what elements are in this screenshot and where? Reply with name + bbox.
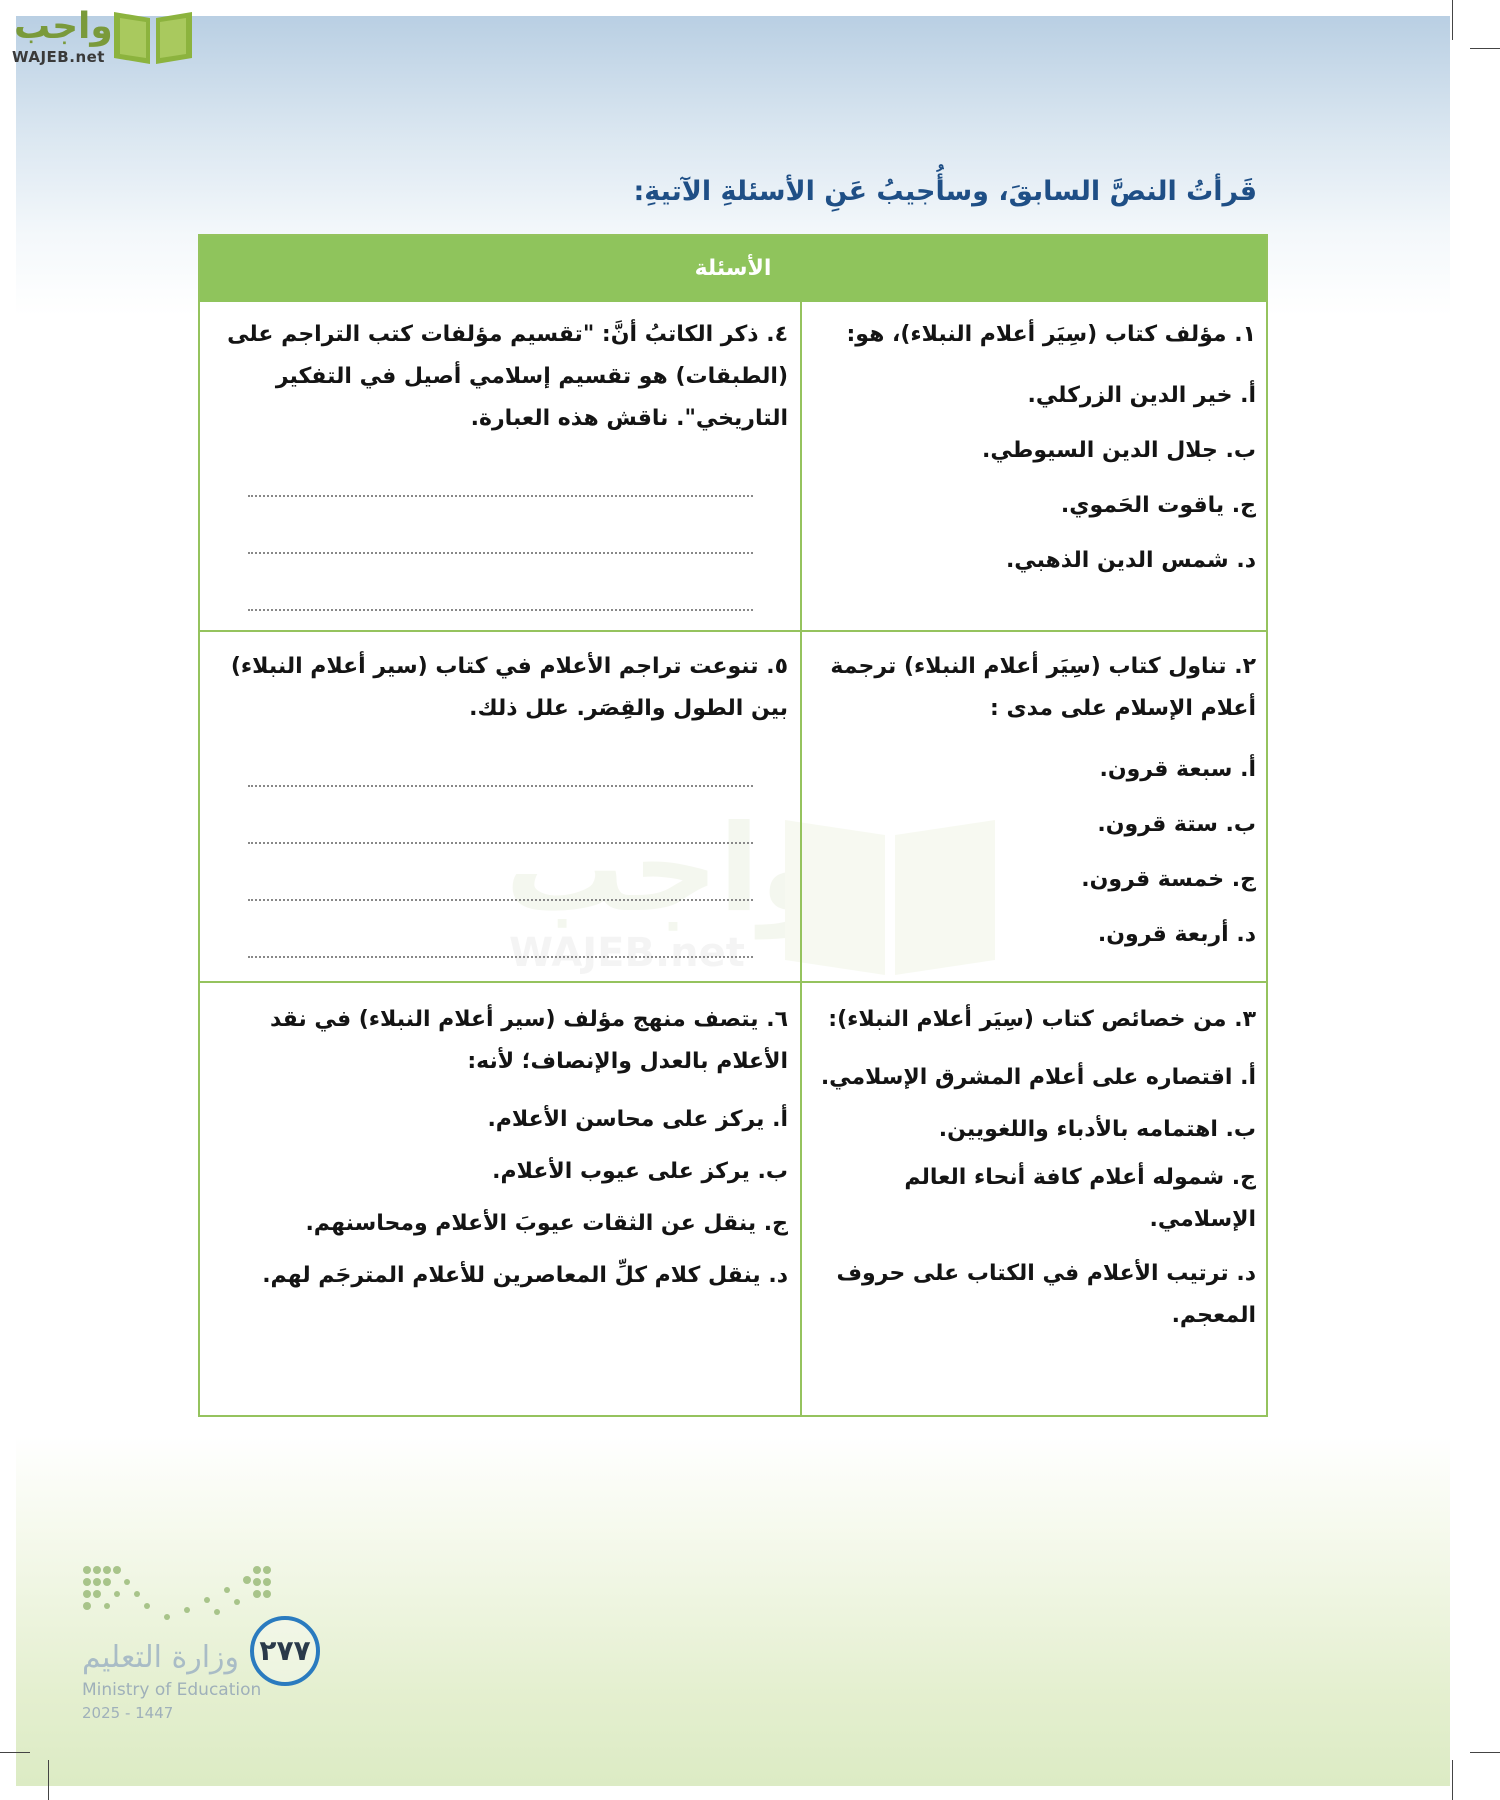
question-cell-1: [816, 314, 1256, 576]
crop-mark: [1452, 0, 1453, 40]
answer-option[interactable]: أ. اقتصاره على أعلام المشرق الإسلامي.: [820, 1065, 1256, 1090]
crop-mark: [1470, 48, 1500, 49]
answer-option[interactable]: أ. سبعة قرون.: [1099, 757, 1256, 782]
answer-option[interactable]: ج. ياقوت الحَموي.: [1060, 493, 1256, 518]
question-text: ٥. تنوعت تراجم الأعلام في كتاب (سير أعلام النبلاء) بين الطول والقِصَر. علل ذلك.: [230, 654, 788, 721]
book-icon: [110, 6, 196, 66]
question-text: ٢. تناول كتاب (سِيَر أعلام النبلاء) ترجمة أعلام الإسلام على مدى :: [830, 654, 1256, 721]
question-cell-2: [816, 646, 1256, 950]
crop-mark: [48, 1760, 49, 1800]
answer-option[interactable]: د. ترتيب الأعلام في الكتاب على حروف المعجم.: [836, 1261, 1256, 1328]
page-number: ٢٧٧: [250, 1616, 320, 1686]
row-divider: [200, 981, 1266, 983]
answer-option[interactable]: ج. خمسة قرون.: [1081, 867, 1256, 892]
answer-option[interactable]: د. ينقل كلام كلِّ المعاصرين للأعلام المترجَم لهم.: [262, 1263, 788, 1288]
question-text: ٣. من خصائص كتاب (سِيَر أعلام النبلاء):: [828, 1007, 1256, 1032]
crop-mark: [0, 1752, 30, 1753]
questions-table: [198, 234, 1268, 1417]
answer-option[interactable]: أ. يركز على محاسن الأعلام.: [487, 1107, 788, 1132]
question-cell-3: [816, 999, 1256, 1337]
ministry-name-english: Ministry of Education: [82, 1680, 262, 1700]
edition-year: 2025 - 1447: [82, 1704, 174, 1722]
answer-option[interactable]: أ. خير الدين الزركلي.: [1027, 383, 1256, 408]
crop-mark: [1452, 1760, 1453, 1800]
answer-option[interactable]: ب. اهتمامه بالأدباء واللغويين.: [938, 1117, 1256, 1142]
answer-line[interactable]: [248, 440, 753, 497]
ministry-name-arabic: وزارة التعليم: [82, 1640, 240, 1675]
question-text: ١. مؤلف كتاب (سِيَر أعلام النبلاء)، هو:: [846, 322, 1256, 347]
answer-line[interactable]: [248, 787, 753, 844]
wajeb-logo: [8, 4, 198, 68]
ministry-logo-dots: [82, 1565, 272, 1635]
column-divider: [800, 302, 802, 1417]
answer-line[interactable]: [248, 844, 753, 901]
instruction-heading: قَرأتُ النصَّ السابقَ، وسأُجيبُ عَنِ الأسئلةِ الآتيةِ:: [633, 176, 1257, 207]
answer-line[interactable]: [248, 497, 753, 554]
answer-line[interactable]: [248, 554, 753, 611]
answer-line[interactable]: [248, 901, 753, 958]
row-divider: [200, 630, 1266, 632]
table-header: الأسئلة: [200, 236, 1266, 302]
answer-option[interactable]: ب. ستة قرون.: [1097, 812, 1256, 837]
logo-arabic-text: واجب: [14, 6, 113, 47]
question-text: ٤. ذكر الكاتبُ أنَّ: "تقسيم مؤلفات كتب التراجم على (الطبقات) هو تقسيم إسلامي أصيل في التفكير التاريخي". ناقش هذه العبارة.: [227, 322, 788, 431]
answer-option[interactable]: ب. يركز على عيوب الأعلام.: [492, 1159, 788, 1184]
question-cell-5: [213, 646, 788, 958]
question-text: ٦. يتصف منهج مؤلف (سير أعلام النبلاء) في نقد الأعلام بالعدل والإنصاف؛ لأنه:: [269, 1007, 788, 1074]
answer-option[interactable]: د. شمس الدين الذهبي.: [1005, 548, 1256, 573]
answer-option[interactable]: ج. ينقل عن الثقات عيوبَ الأعلام ومحاسنهم.: [305, 1211, 788, 1236]
answer-line[interactable]: [248, 730, 753, 787]
question-cell-4: [213, 314, 788, 611]
answer-option[interactable]: ج. شموله أعلام كافة أنحاء العالم الإسلامي.: [904, 1165, 1256, 1232]
crop-mark: [1470, 1752, 1500, 1753]
answer-option[interactable]: د. أربعة قرون.: [1097, 922, 1256, 947]
answer-option[interactable]: ب. جلال الدين السيوطي.: [982, 438, 1256, 463]
logo-english-text: WAJEB.net: [12, 48, 105, 66]
question-cell-6: [213, 999, 788, 1291]
